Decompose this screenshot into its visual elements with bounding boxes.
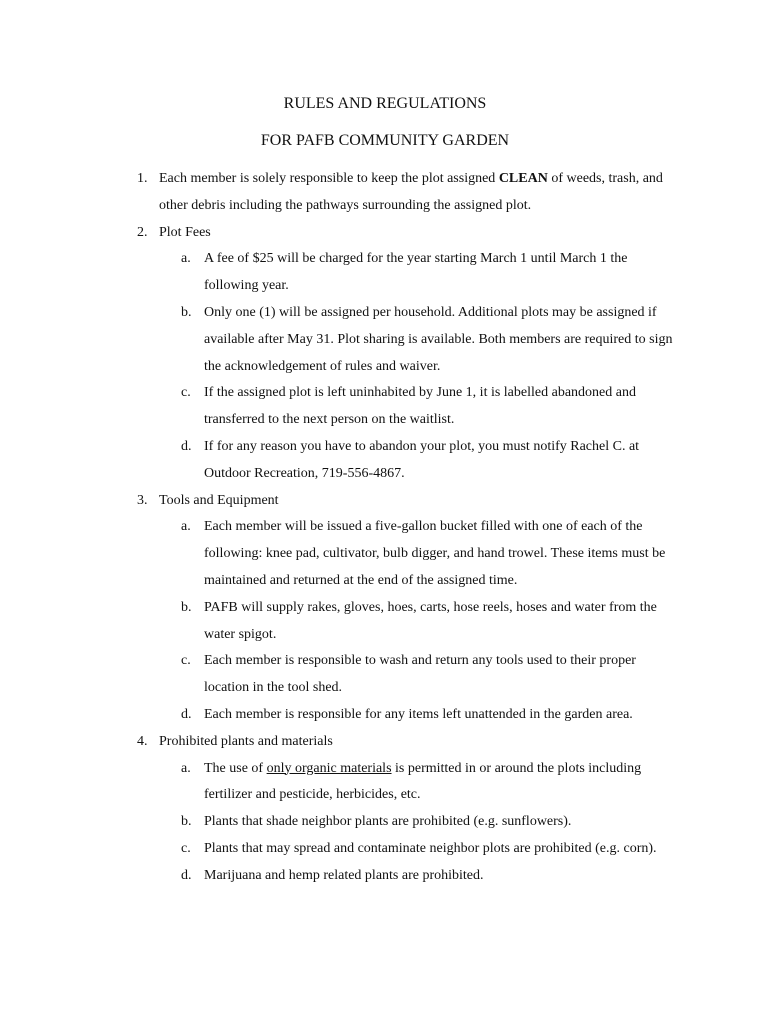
sub-text: Marijuana and hemp related plants are prohibited. (204, 867, 484, 883)
sub-text: If the assigned plot is left uninhabited by June 1, it is labelled abandoned and transferred to the next person on the waitlist. (204, 385, 636, 428)
sub-text: A fee of $25 will be charged for the year starting March 1 until March 1 the following year. (204, 251, 628, 294)
sub-letter: d. (181, 706, 192, 722)
sub-text: Only one (1) will be assigned per household. Additional plots may be assigned if available after May 31. Plot sharing is available. Both members are required to sign the acknowledgement of rules and waiver. (204, 304, 673, 374)
rule-item-3 (0, 488, 684, 515)
sub-text: Each member is responsible for any items left unattended in the garden area. (204, 706, 633, 722)
sub-text: is permitted in or around the plots including fertilizer and pesticide, herbicides, etc. (204, 760, 642, 803)
rules-list (0, 166, 770, 890)
title-line-2: FOR PAFB COMMUNITY GARDEN (260, 132, 510, 149)
sub-text: Each member is responsible to wash and return any tools used to their proper location in the tool shed. (204, 653, 636, 696)
rule-number: 1. (137, 171, 148, 186)
sub-item (0, 836, 684, 863)
sub-item (0, 595, 684, 649)
sub-text: Each member will be issued a five-gallon bucket filled with one of each of the following: knee pad, cultivator, bulb digger, and hand trowel. These items must be maintained and returned at the end of the assigned time. (204, 519, 666, 588)
sub-item (0, 756, 684, 810)
sub-text: The use of (204, 760, 267, 776)
rule-item-2 (0, 220, 684, 247)
sub-letter: b. (181, 814, 192, 830)
sub-text: Plants that shade neighbor plants are prohibited (e.g. sunflowers). (204, 814, 572, 830)
sub-letter: b. (181, 599, 192, 615)
rule-emphasis: CLEAN (498, 171, 548, 186)
sub-text: Plants that may spread and contaminate neighbor plots are prohibited (e.g. corn). (204, 840, 657, 856)
title-line-1: RULES AND REGULATIONS (283, 95, 487, 112)
rule-item-1 (0, 166, 684, 220)
sub-item (0, 246, 684, 300)
sub-item (0, 863, 684, 890)
sub-letter: b. (181, 304, 192, 320)
sub-letter: d. (181, 438, 192, 454)
sub-letter: c. (181, 385, 191, 401)
rule-item-4 (0, 729, 684, 756)
sub-letter: d. (181, 867, 192, 883)
sub-item (0, 380, 684, 434)
rule-text: of weeds, trash, and other debris including the pathways surrounding the assigned plot. (159, 171, 663, 213)
rule-number: 2. (137, 224, 148, 240)
rule-heading: Prohibited plants and materials (159, 733, 333, 749)
sub-text: PAFB will supply rakes, gloves, hoes, carts, hose reels, hoses and water from the water spigot. (204, 599, 657, 642)
sub-letter: a. (181, 760, 191, 776)
sub-letter: c. (181, 653, 191, 669)
sub-item (0, 514, 684, 594)
rule-number: 3. (137, 492, 148, 508)
sub-item (0, 434, 684, 488)
rule-text: Each member is solely responsible to keep the plot assigned (159, 171, 499, 186)
sub-item (0, 648, 684, 702)
sub-text: If for any reason you have to abandon your plot, you must notify Rachel C. at Outdoor Recreation, 719-556-4867. (204, 438, 640, 481)
sub-letter: a. (181, 251, 191, 267)
sub-item (0, 809, 684, 836)
sub-letter: c. (181, 840, 191, 856)
sub-item (0, 702, 684, 729)
underlined-text: only organic materials (266, 760, 392, 776)
rule-number: 4. (137, 733, 148, 749)
sub-letter: a. (181, 519, 191, 535)
rule-heading: Tools and Equipment (159, 492, 279, 508)
sub-item (0, 300, 684, 380)
rule-heading: Plot Fees (159, 224, 211, 240)
